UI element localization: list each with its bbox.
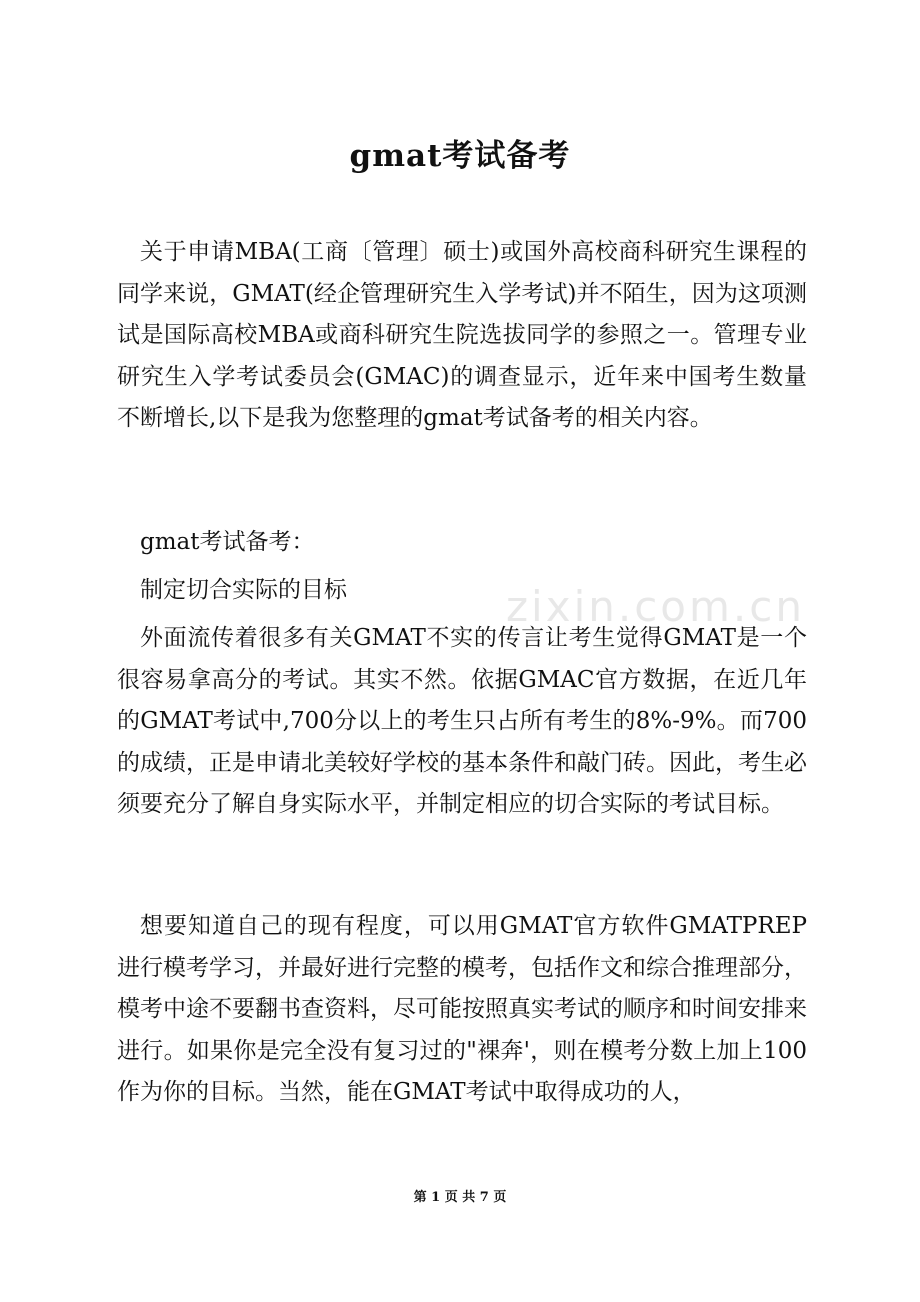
goal-paragraph: 外面流传着很多有关GMAT不实的传言让考生觉得GMAT是一个很容易拿高分的考试。其实不然。依据GMAC官方数据，在近几年的GMAT考试中,700分以上的考生只占所有考生的8%-9%。而700的成绩，正是申请北美较好学校的基本条件和敲门砖。因此，考生必须要充分了解自身实际水平，并制定相应的切合实际的考试目标。 [117, 625, 807, 817]
section-heading: gmat考试备考： [140, 529, 315, 555]
subheading-goal: 制定切合实际的目标 [140, 577, 347, 603]
mock-exam-paragraph: 想要知道自己的现有程度，可以用GMAT官方软件GMATPREP进行模考学习，并最好进行完整的模考，包括作文和综合推理部分，模考中途不要翻书查资料，尽可能按照真实考试的顺序和时间安排来进行。如果你是完全没有复习过的"裸奔'，则在模考分数上加上100作为你的目标。当然，能在GMAT考试中取得成功的人， [117, 913, 807, 1105]
watermark: zixin.com.cn [506, 582, 805, 631]
document-title: gmat考试备考 [349, 138, 571, 174]
page-footer: 第 1 页 共 7 页 [413, 1190, 507, 1205]
intro-paragraph: 关于申请MBA(工商〔管理〕硕士)或国外高校商科研究生课程的同学来说，GMAT(经企管理研究生入学考试)并不陌生，因为这项测试是国际高校MBA或商科研究生院选拔同学的参照之一。管理专业研究生入学考试委员会(GMAC)的调查显示，近年来中国考生数量不断增长,以下是我为您整理的gmat考试备考的相关内容。 [117, 239, 807, 431]
